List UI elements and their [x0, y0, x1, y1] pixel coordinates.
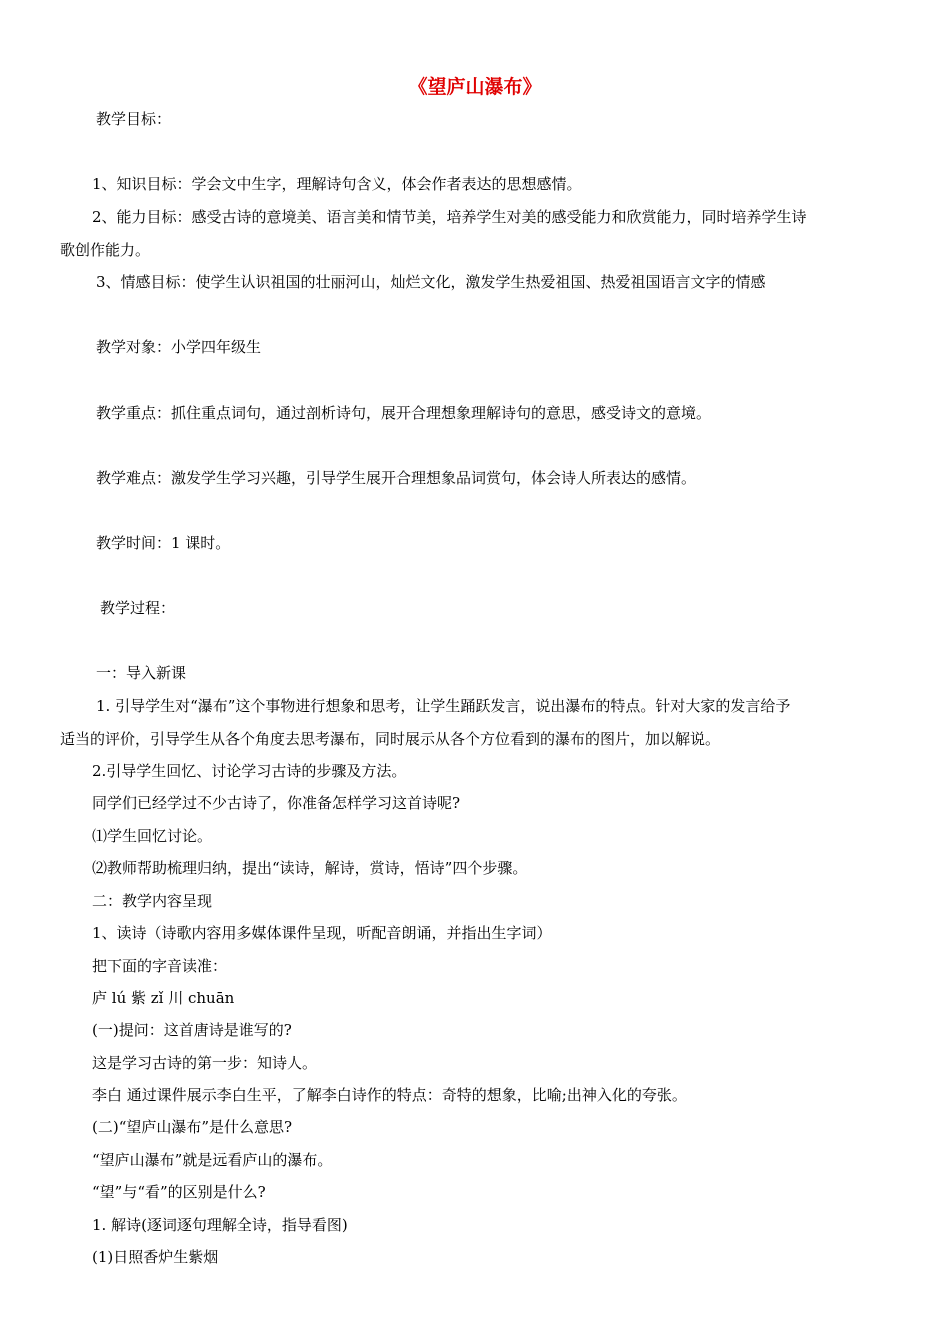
text-line: “望庐山瀑布”就是远看庐山的瀑布。 [92, 1151, 333, 1169]
text-line: 1. 解诗(逐词逐句理解全诗，指导看图) [92, 1216, 348, 1234]
text-line: 教学重点：抓住重点词句，通过剖析诗句，展开合理想象理解诗句的意思，感受诗文的意境。 [96, 404, 712, 422]
text-line: “望”与“看”的区别是什么? [92, 1183, 266, 1201]
text-line: 1、知识目标：学会文中生字，理解诗句含义，体会作者表达的思想感情。 [92, 175, 582, 193]
text-line: 3、情感目标：使学生认识祖国的壮丽河山，灿烂文化，激发学生热爱祖国、热爱祖国语言文字的情感 [96, 273, 766, 291]
text-line: ⑵教师帮助梳理归纳，提出“读诗，解诗，赏诗，悟诗”四个步骤。 [92, 859, 528, 877]
text-line: 歌创作能力。 [60, 241, 151, 259]
text-line: 教学目标： [96, 110, 172, 128]
text-line: 庐 lú 紫 zǐ 川 chuān [92, 989, 235, 1007]
text-line: (1)日照香炉生紫烟 [92, 1248, 219, 1266]
text-line: 教学对象：小学四年级生 [96, 338, 262, 356]
text-line: 一：导入新课 [96, 664, 187, 682]
text-line: (二)“望庐山瀑布”是什么意思? [92, 1118, 293, 1136]
text-line: 把下面的字音读准： [92, 957, 228, 975]
text-line: 同学们已经学过不少古诗了，你准备怎样学习这首诗呢? [92, 794, 461, 812]
text-line: 适当的评价，引导学生从各个角度去思考瀑布，同时展示从各个方位看到的瀑布的图片，加以解说。 [60, 730, 721, 748]
text-line: 2、能力目标：感受古诗的意境美、语言美和情节美，培养学生对美的感受能力和欣赏能力，同时培养学生诗 [92, 208, 807, 226]
text-line: 1、读诗（诗歌内容用多媒体课件呈现，听配音朗诵，并指出生字词） [92, 924, 552, 942]
text-line: (一)提问：这首唐诗是谁写的? [92, 1021, 292, 1039]
text-line: 1. 引导学生对“瀑布”这个事物进行想象和思考，让学生踊跃发言，说出瀑布的特点。针对大家的发言给予 [96, 697, 791, 715]
text-line: 2.引导学生回忆、讨论学习古诗的步骤及方法。 [92, 762, 407, 780]
text-line: 李白 通过课件展示李白生平，了解李白诗作的特点：奇特的想象，比喻;出神入化的夸张。 [92, 1086, 687, 1104]
document-title: 《望庐山瀑布》 [408, 76, 542, 98]
text-line: 这是学习古诗的第一步：知诗人。 [92, 1054, 318, 1072]
text-line: ⑴学生回忆讨论。 [92, 827, 213, 845]
text-line: 教学过程： [100, 599, 176, 617]
text-line: 教学时间：1 课时。 [96, 534, 231, 552]
text-line: 二：教学内容呈现 [92, 892, 213, 910]
text-line: 教学难点：激发学生学习兴趣，引导学生展开合理想象品词赏句，体会诗人所表达的感情。 [96, 469, 697, 487]
